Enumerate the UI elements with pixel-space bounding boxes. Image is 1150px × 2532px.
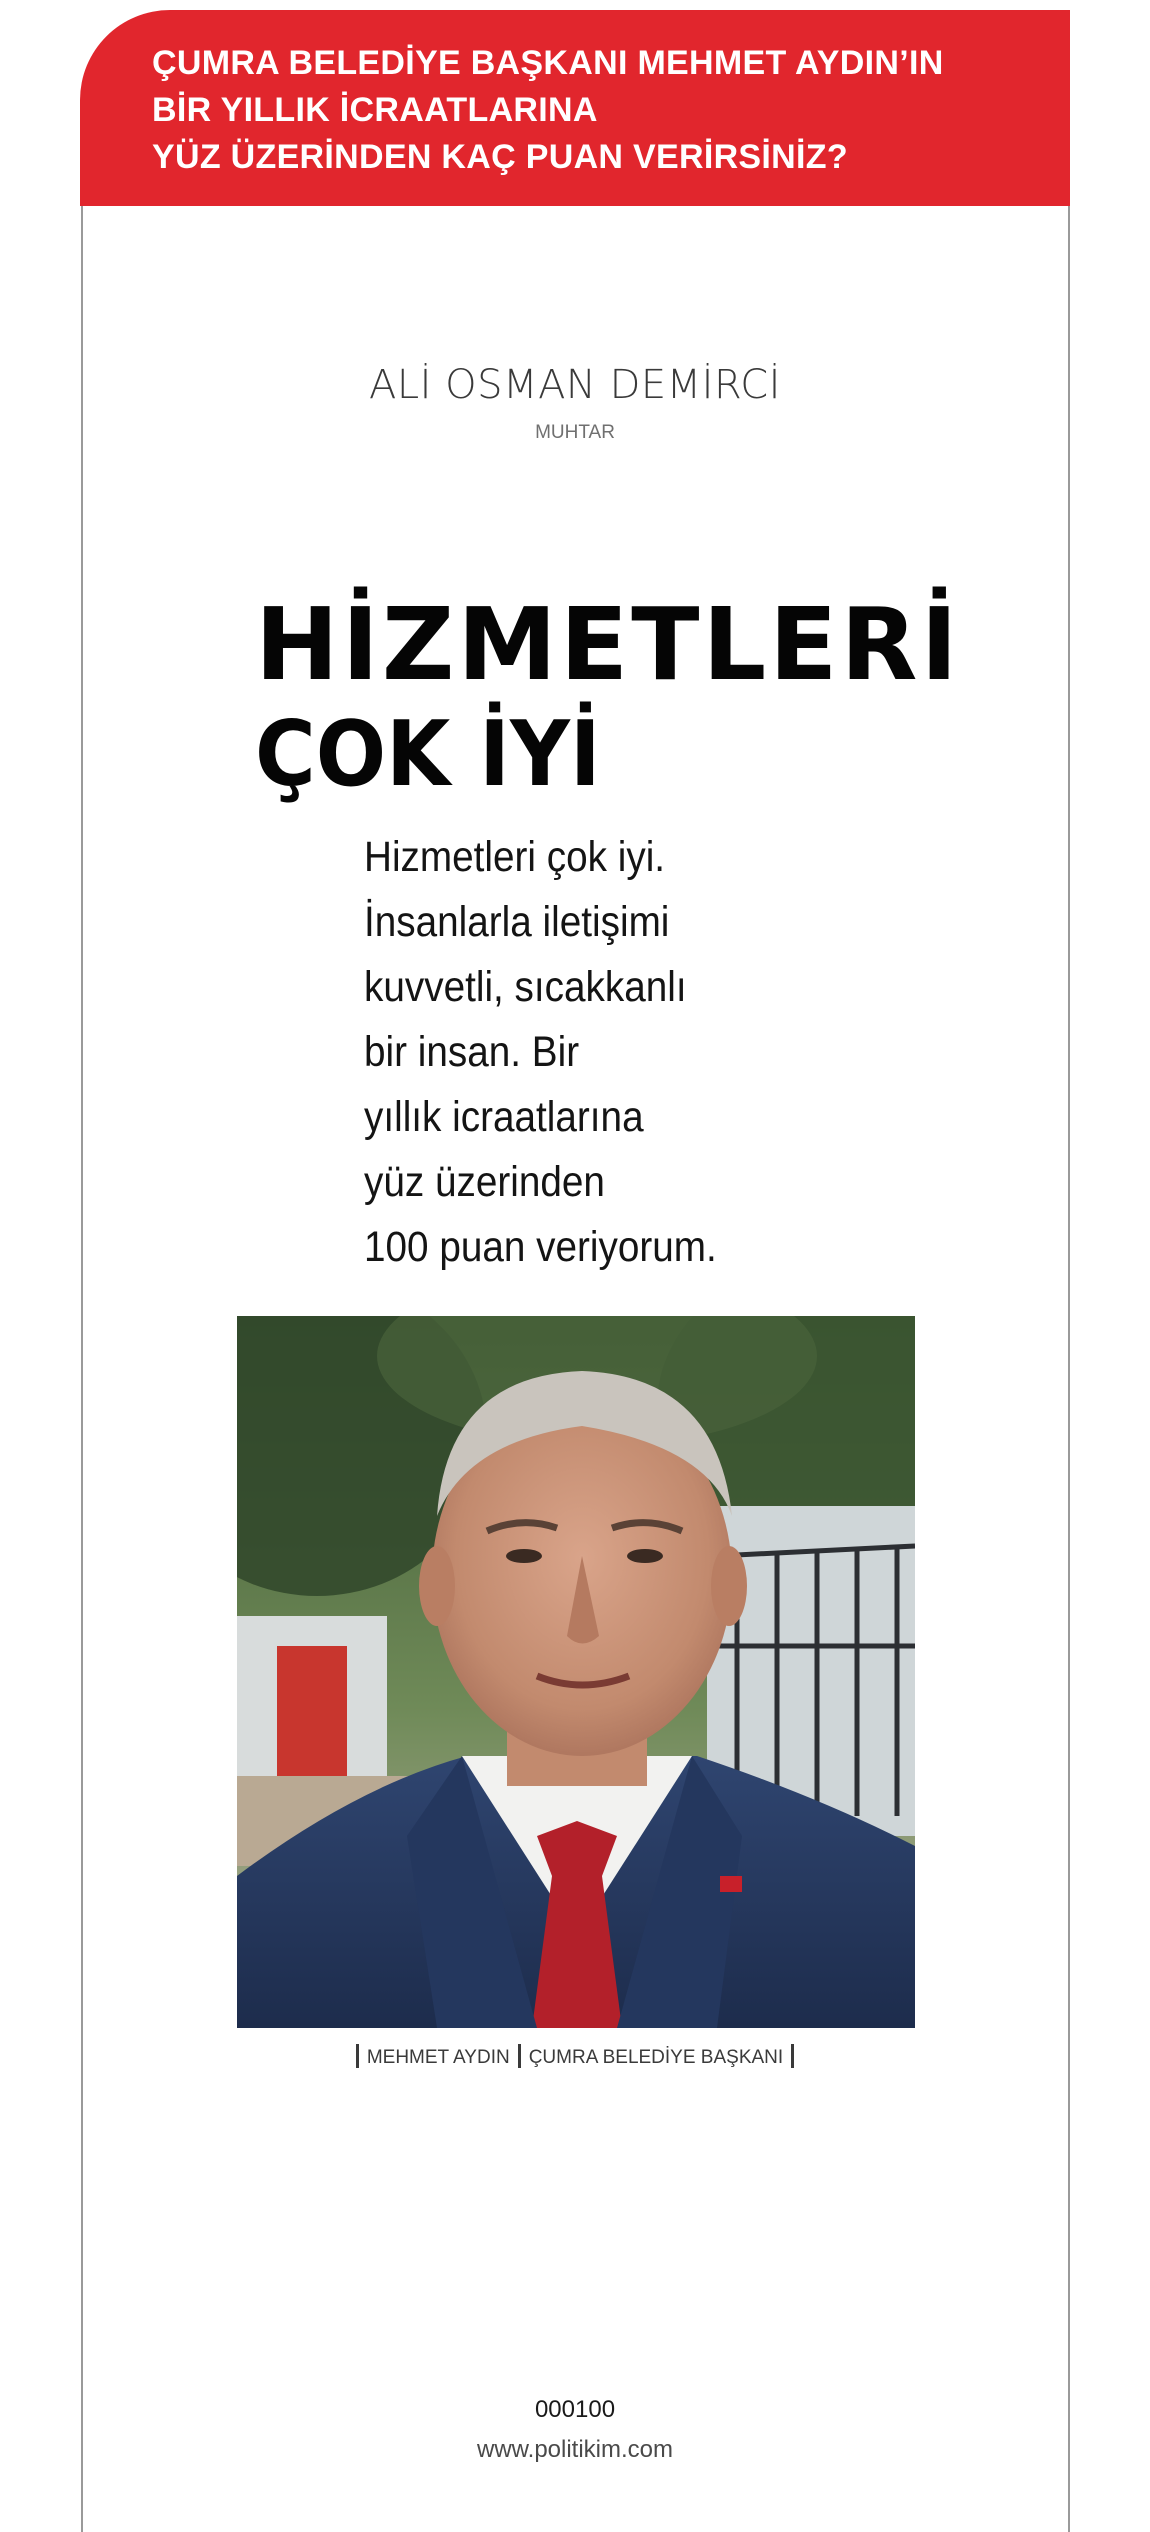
quote-line: İnsanlarla iletişimi	[364, 898, 670, 946]
quote-line: bir insan. Bir	[364, 1028, 580, 1076]
photo-caption	[0, 2044, 1150, 2069]
quote-line: 100 puan veriyorum.	[364, 1223, 717, 1271]
quote-text	[364, 825, 924, 1280]
caption-title: ÇUMRA BELEDİYE BAŞKANI	[528, 2047, 784, 2068]
question-banner	[80, 10, 1070, 206]
caption-divider	[791, 2044, 794, 2068]
respondent-name: ALİ OSMAN DEMİRCİ	[369, 362, 781, 408]
quote-line: yüz üzerinden	[364, 1158, 605, 1206]
caption-divider	[518, 2044, 521, 2068]
quote-line: yıllık icraatlarına	[364, 1093, 644, 1141]
respondent-role: MUHTAR	[535, 422, 615, 443]
quote-line: Hizmetleri çok iyi.	[364, 833, 666, 881]
frame-border-right	[1068, 206, 1070, 2532]
caption-name: MEHMET AYDIN	[366, 2047, 510, 2068]
quote-line: kuvvetli, sıcakkanlı	[364, 963, 687, 1011]
banner-line: BİR YILLIK İCRAATLARINA	[152, 91, 598, 129]
footer-url: www.politikim.com	[476, 2436, 674, 2463]
headline-line-1: HİZMETLERİ	[255, 586, 961, 703]
portrait-photo	[237, 1316, 915, 2028]
caption-divider	[356, 2044, 359, 2068]
footer-code: 000100	[534, 2396, 616, 2423]
banner-line: ÇUMRA BELEDİYE BAŞKANI MEHMET AYDIN’IN	[152, 44, 944, 82]
banner-line: YÜZ ÜZERİNDEN KAÇ PUAN VERİRSİNİZ?	[152, 138, 848, 176]
headline	[255, 586, 961, 810]
frame-border-left	[81, 206, 83, 2532]
headline-line-2: ÇOK İYİ	[255, 702, 601, 807]
